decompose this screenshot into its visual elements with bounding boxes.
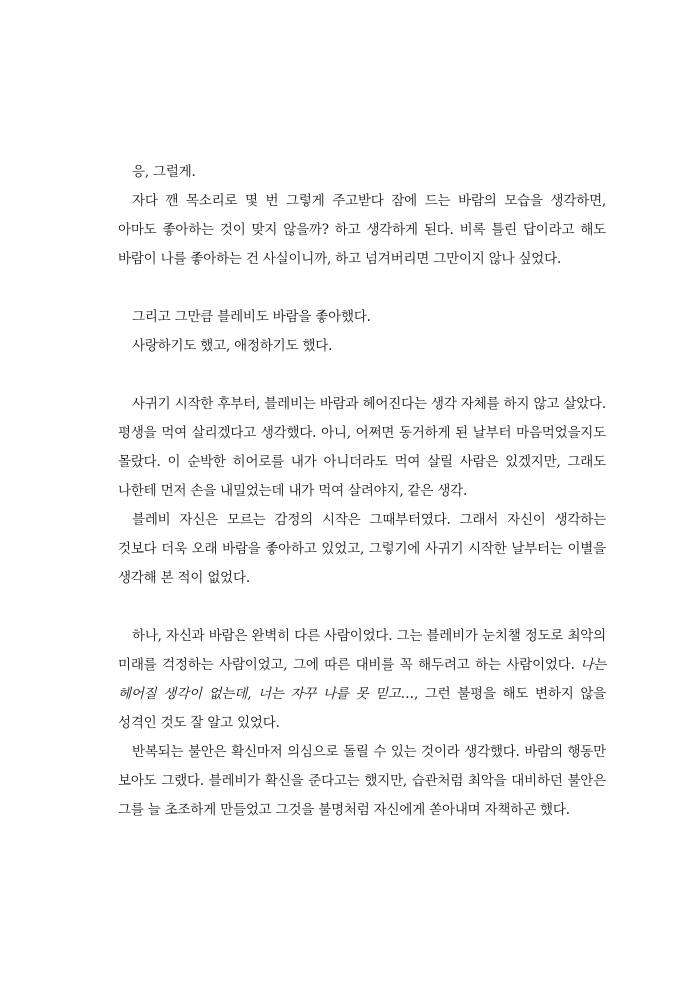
paragraph-8: 반복되는 불안은 확신마저 의심으로 돌릴 수 있는 것이라 생각했다. 바람의 행동만 보아도 그랬다. 블레비가 확신을 준다고는 했지만, 습관처럼 최악을 대비하던 불안은 그를 늘 초조하게 만들었고 그것을 불명처럼 자신에게 쏟아내며 자책하곤 했다. [118, 744, 606, 818]
paragraph-7-italic-quote: 나는 헤어질 생각이 없는데, 너는 자꾸 나를 못 믿고… [118, 657, 606, 702]
paragraph-7-text-start: 하나, 자신과 바람은 완벽히 다른 사람이었다. 그는 블레비가 눈치챌 정도로 최악의 미래를 걱정하는 사람이었고, 그에 따른 대비를 꼭 해두려고 하는 사람이었다. [118, 628, 606, 673]
paragraph-4: 사랑하기도 했고, 애정하기도 했다. [132, 338, 333, 354]
paragraph-3: 그리고 그만큼 블레비도 바람을 좋아했다. [132, 309, 371, 325]
paragraph-7-text-end: , 그런 불평을 해도 변하지 않을 성격인 것도 잘 알고 있었다. [118, 686, 607, 731]
paragraph-2: 자다 깬 목소리로 몇 번 그렇게 주고받다 잠에 드는 바람의 모습을 생각하면, 아마도 좋아하는 것이 맞지 않을까? 하고 생각하게 된다. 비록 틀린 답이라고 해도 바람이 나를 좋아하는 건 사실이니까, 하고 넘겨버리면 그만이지 않나 싶었다. [118, 193, 606, 267]
paragraph-6: 블레비 자신은 모르는 감정의 시작은 그때부터였다. 그래서 자신이 생각하는 것보다 더욱 오래 바람을 좋아하고 있었고, 그렇기에 사귀기 시작한 날부터는 이별을 생각해 본 적이 없었다. [118, 512, 606, 586]
paragraph-break [118, 361, 606, 390]
paragraph-7 [118, 622, 606, 738]
paragraph-5: 사귀기 시작한 후부터, 블레비는 바람과 헤어진다는 생각 자체를 하지 않고 살았다. 평생을 먹여 살리겠다고 생각했다. 아니, 어쩌면 동거하게 된 날부터 마음먹었을지도 몰랐다. 이 순박한 히어로를 내가 아니더라도 먹여 살릴 사람은 있겠지만, 그래도 나한테 먼저 손을 내밀었는데 내가 먹여 살려야지, 같은 생각. [118, 396, 606, 499]
document-body [118, 158, 606, 825]
paragraph-1: 응, 그럴게. [132, 164, 196, 180]
paragraph-break [118, 274, 606, 303]
paragraph-break [118, 593, 606, 622]
